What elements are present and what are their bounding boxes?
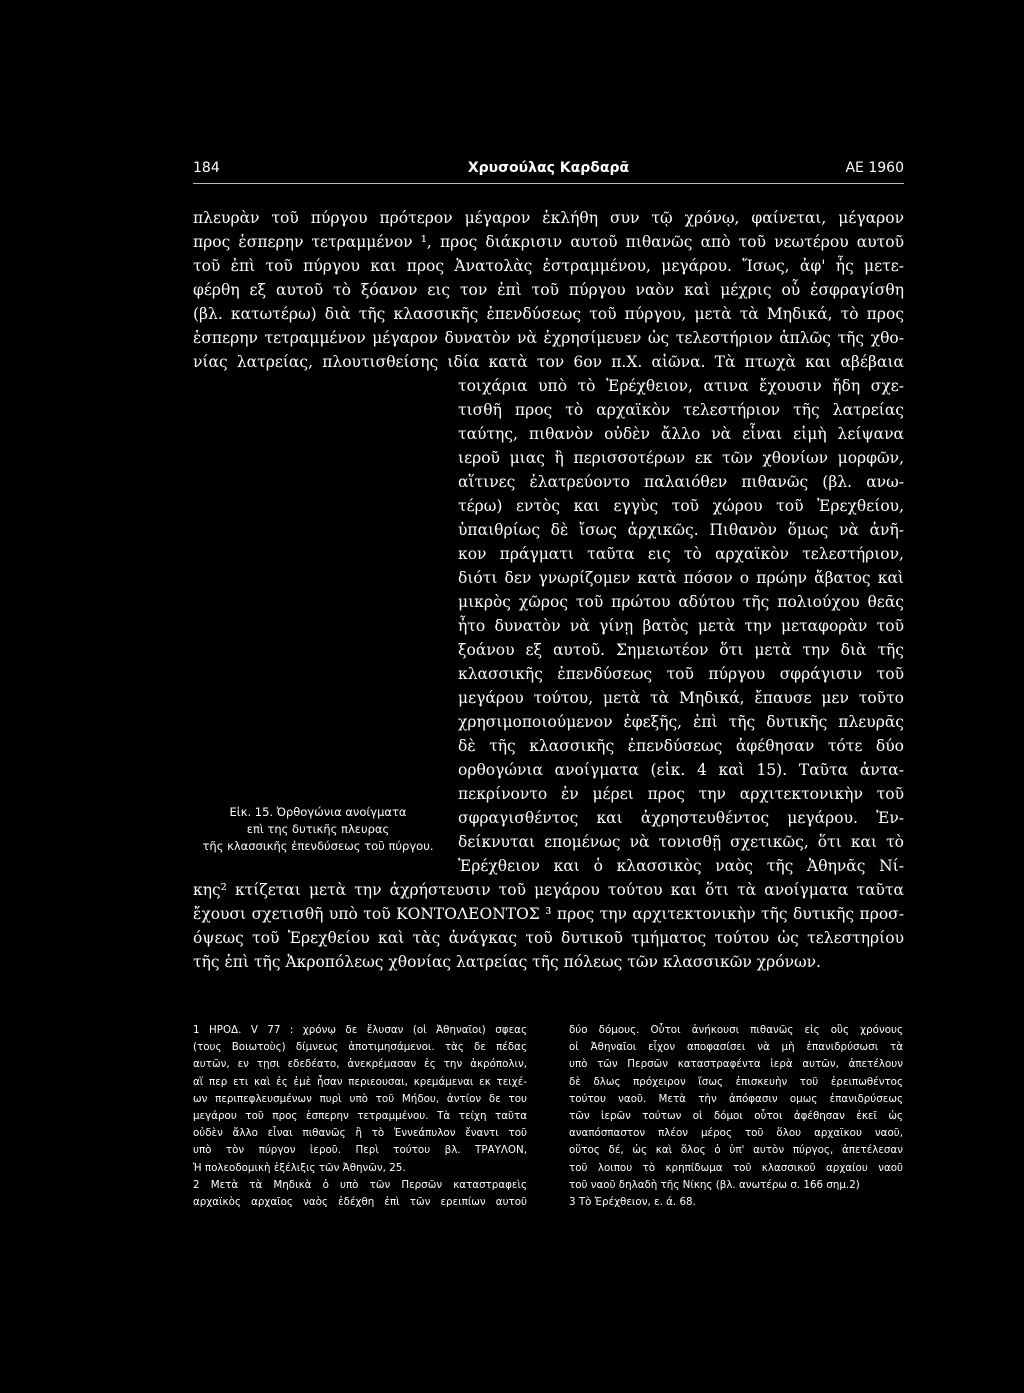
body-line: προς ἑσπερην τετραμμένον ¹, προς διάκρισιν αυτοῦ πιθανῶς απὸ τοῦ νεωτέρου αυτοῦ <box>193 233 904 251</box>
footnote-line: 3 Τὸ Ἐρέχθειον, ε. ά. 68. <box>569 1196 696 1209</box>
body-line: κλασσικῆς ἐπενδύσεως τοῦ πύργου σφράγισιν τοῦ <box>458 665 904 683</box>
footnote-line: οὕτος δέ, ὡς καὶ ὅλος ὁ ὑπ' αυτὸν πύργος, ἀπετέλεσαν <box>569 1144 903 1157</box>
body-line: μικρὸς χῶρος τοῦ πρώτου αδύτου τῆς πολιούχου θεᾶς <box>458 593 904 611</box>
body-line: τέρω) εντὸς και εγγὺς τοῦ χώρου τοῦ Ἐρεχθείου, <box>458 497 904 515</box>
footnote-rule <box>193 1011 904 1012</box>
body-line: όψεως τοῦ Ἐρεχθείου καὶ τὰς ἀνάγκας τοῦ δυτικοῦ τμήματος τούτου ὡς τελεστηρίου <box>193 929 904 947</box>
caption-line: Εἰκ. 15. Ὀρθογώνια ανοίγματα <box>229 805 407 819</box>
footnote-line: υπὸ τὸν πύργον ἱεροῦ. Περὶ τούτου βλ. ΤΡΑΥΛΟΝ, <box>193 1144 527 1157</box>
body-line: ἑσπερην τετραμμένον μέγαρον δυνατὸν νὰ ἐχρησίμευεν ὡς τελεστήριον ἁπλῶς τῆς χθο- <box>193 329 904 347</box>
caption-line: τῆς κλασσικῆς ἐπενδύσεως τοῦ πύργου. <box>202 839 434 853</box>
body-line: σφραγισθέντος και ἀχρηστευθέντος μεγάρου. Ἐν- <box>458 809 904 827</box>
body-line: τοιχάρια υπὸ τὸ Ἐρέχθειον, ατινα ἔχουσιν ἤδη σχε- <box>458 377 904 395</box>
body-line: πεκρίνοντο ἐν μέρει προς την αρχιτεκτονικὴν τοῦ <box>458 785 904 803</box>
figure-caption <box>193 804 443 855</box>
footnote-line: ων περιπεφλευσμένων πυρὶ υπὸ τοῦ Μήδου, ἀντίον δε του <box>193 1092 527 1105</box>
body-line: τοῦ ἐπὶ τοῦ πύργου και προς Ἀνατολὰς ἐστραμμένου, μεγάρου. Ἴσως, ἀφ' ἧς μετε- <box>193 257 904 275</box>
body-line: χρησιμοποιούμενον ἐφεξῆς, ἐπὶ τῆς δυτικῆς πλευρᾶς <box>458 713 904 731</box>
footnote-line: υπὸ τῶν Περσῶν καταστραφέντα ἱερὰ αυτῶν, ἀπετέλουν <box>569 1058 903 1071</box>
body-line: φέρθη εξ αυτοῦ τὸ ξόανον εις τον ἐπὶ τοῦ πύργου ναὸν καὶ μέχρις οὗ ἐσφραγίσθη <box>193 281 904 299</box>
footnote-line: αναπόσπαστον πλέον μέρος τοῦ ὅλου αρχαϊκου ναοῦ, <box>569 1127 903 1140</box>
body-line: τισθῆ προς τὸ αρχαϊκὸν τελεστήριον τῆς λατρείας <box>458 401 904 419</box>
footnote-line: αρχαϊκὸς αρχαῖος ναὸς ἐδέχθη ἐπὶ τῶν ερειπίων αυτοῦ <box>193 1196 527 1209</box>
body-line: (βλ. κατωτέρω) διὰ τῆς κλασσικῆς ἐπενδύσεως τοῦ πύργου, μετὰ τὰ Μηδικά, τὸ προς <box>193 305 904 323</box>
page-number: 184 <box>193 160 220 176</box>
body-line: κον πράγματι ταῦτα εις τὸ αρχαϊκὸν τελεστήριον, <box>458 545 904 563</box>
body-line: ἦτο δυνατὸν νὰ γίνῃ βατὸς μετὰ την μεταφορὰν τοῦ <box>458 617 904 635</box>
running-author: Χρυσούλας Καρδαρᾶ <box>467 160 630 176</box>
footnote-line: μεγάρου τοῦ προς ἑσπερην τετραμμένου. Τὰ τείχη ταῦτα <box>193 1110 527 1123</box>
footnotes-left <box>193 1022 527 1211</box>
footnote-line: οἱ Ἀθηναῖοι εἶχον αποφασίσει νὰ μὴ ἐπανιδρύσωσι τὰ <box>569 1041 903 1054</box>
footnote-line: αἵ περ ετι καὶ ἐς ἐμὲ ἦσαν περιεουσαι, κρεμάμεναι εκ τειχέ- <box>193 1075 527 1088</box>
body-line: διότι δεν γνωρίζομεν κατὰ πόσον ο πρώην ἄβατος καὶ <box>458 569 904 587</box>
body-line: νίας λατρείας, πλουτισθείσης ιδία κατὰ τον 6ον π.Χ. αἰῶνα. Τὰ πτωχὰ και αβέβαια <box>193 353 904 371</box>
caption-line: επὶ της δυτικῆς πλευρας <box>246 822 390 836</box>
body-line: ἔχουσι σχετισθῆ υπὸ τοῦ ΚΟΝΤΟΛΕΟΝΤΟΣ ³ προς την αρχιτεκτονικὴν τῆς δυτικῆς προσ- <box>193 905 904 923</box>
body-line: πλευρὰν τοῦ πύργου πρότερον μέγαρον ἐκλήθη συν τῷ χρόνῳ, φαίνεται, μέγαρον <box>193 209 904 227</box>
footnote-line: τοῦ λοιπου τὸ κρηπίδωμα τοῦ κλασσικοῦ αρχαίου ναοῦ <box>569 1161 903 1174</box>
footnote-line: 1 ΗΡΟΔ. V 77 : χρόνῳ δε ἔλυσαν (οἱ Ἀθηναῖοι) σφεας <box>193 1024 527 1036</box>
footnote-line: τῶν ἱερῶν τούτων οἱ δόμοι οὗτοι ἀφέθησαν ἐκεῖ ὡς <box>569 1110 903 1123</box>
body-line: ιεροῦ μιας ἢ περισσοτέρων εκ τῶν χθονίων μορφῶν, <box>458 449 904 467</box>
running-header <box>193 160 904 182</box>
body-line: ορθογώνια ανοίγματα (εἰκ. 4 καὶ 15). Ταῦτα ἀντα- <box>458 761 904 779</box>
footnote-line: τούτου ναοῦ. Μετὰ τὴν ἀπόφασιν ομως ἐπανιδρύσεως <box>569 1092 903 1105</box>
body-line: κης² κτίζεται μετὰ την ἀχρήστευσιν τοῦ μεγάρου τούτου και ὅτι τὰ ανοίγματα ταῦτα <box>193 881 904 899</box>
footnote-line: δύο δόμους. Οὗτοι ἀνήκουσι πιθανῶς εἰς οὓς χρόνους <box>569 1024 903 1036</box>
body-line: δὲ τῆς κλασσικῆς ἐπενδύσεως ἀφέθησαν τότε δύο <box>458 737 904 755</box>
body-line: δείκνυται επομένως νὰ τονισθῇ σχετικῶς, ὅτι και τὸ <box>458 833 904 851</box>
body-line: ξοάνου εξ αυτοῦ. Σημειωτέον ὅτι μετὰ την διὰ τῆς <box>458 641 904 659</box>
footnote-line: τοῦ ναοῦ δηλαδὴ τῆς Νίκης (βλ. ανωτέρω σ. 166 σημ.2) <box>569 1178 860 1191</box>
footnote-line: Ἡ πολεοδομικὴ ἐξέλιξις τῶν Ἀθηνῶν, 25. <box>193 1161 406 1174</box>
footnote-line: (τους Βοιωτοὺς) δίμνεως ἀποτιμησάμενοι. τὰς δε πέδας <box>193 1041 527 1054</box>
body-line: ὑπαιθρίως δὲ ἴσως ἀρχικῶς. Πιθανὸν ὅμως νὰ ἀνῆ- <box>458 521 904 539</box>
header-rule <box>193 183 904 184</box>
journal-ref: ΑΕ 1960 <box>845 160 904 176</box>
footnote-line: δὲ δλως πρόχειρον ἴσως ἐπισκευὴν τοῦ ἐρειπωθέντος <box>569 1075 903 1088</box>
body-line: αἵτινες ἐλατρεύοντο παλαιόθεν πιθανῶς (βλ. ανω- <box>458 473 904 491</box>
body-line: ταύτης, πιθανὸν οὐδὲν ἄλλο νὰ εἶναι εἰμὴ λείψανα <box>458 425 904 443</box>
body-line: μεγάρου τούτου, μετὰ τὰ Μηδικά, ἔπαυσε μεν τοῦτο <box>458 689 904 707</box>
body-line: Ἐρέχθειον και ὁ κλασσικὸς ναὸς τῆς Ἀθηνᾶς Νί- <box>458 857 904 875</box>
footnotes-right <box>569 1022 903 1211</box>
footnote-line: 2 Μετὰ τὰ Μηδικὰ ὁ υπὸ τῶν Περσῶν καταστραφεὶς <box>193 1178 527 1191</box>
footnote-line: αυτῶν, εν τῃσι εδεδέατο, ἀνεκρέμασαν ἐς την ἀκρόπολιν, <box>193 1058 527 1071</box>
footnote-line: οὐδὲν ἄλλο εἶναι πιθανῶς ἢ τὸ Ἐννεάπυλον ἔναντι τοῦ <box>193 1127 527 1140</box>
body-line: τῆς ἐπὶ τῆς Ἀκροπόλεως χθονίας λατρείας τῆς πόλεως τῶν κλασσικῶν χρόνων. <box>193 953 821 971</box>
